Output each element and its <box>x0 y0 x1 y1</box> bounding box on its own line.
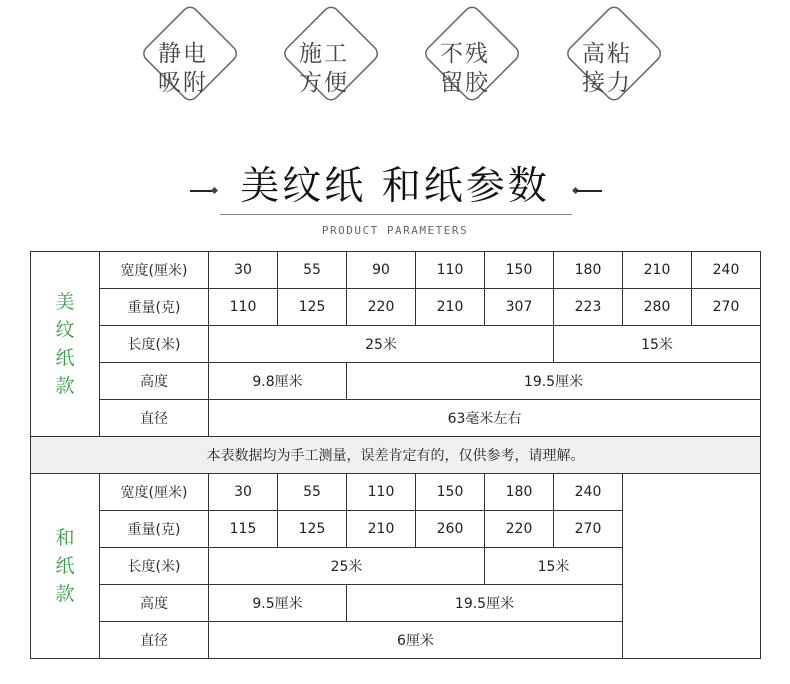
row-label-width: 宽度(厘米) <box>100 474 209 511</box>
title-underline <box>220 214 572 215</box>
cell-weight: 280 <box>623 289 692 326</box>
cell-width: 150 <box>416 474 485 511</box>
section-label-washi-paper: 和 纸 款 <box>31 474 100 659</box>
cell-weight: 110 <box>209 289 278 326</box>
cell-height: 19.5厘米 <box>347 363 761 400</box>
cell-weight: 210 <box>347 511 416 548</box>
badge-easy-install <box>262 0 386 124</box>
badge-text: 静电 吸附 <box>158 41 208 96</box>
row-label-weight: 重量(克) <box>100 289 209 326</box>
cell-length: 15米 <box>554 326 761 363</box>
cell-weight: 307 <box>485 289 554 326</box>
badge-no-residue <box>403 0 527 124</box>
cell-width: 30 <box>209 252 278 289</box>
cell-width: 110 <box>416 252 485 289</box>
cell-weight: 260 <box>416 511 485 548</box>
row-label-diameter: 直径 <box>100 622 209 659</box>
row-label-length: 长度(米) <box>100 548 209 585</box>
cell-weight: 115 <box>209 511 278 548</box>
cell-weight: 125 <box>278 289 347 326</box>
row-label-height: 高度 <box>100 363 209 400</box>
page-title: 美纹纸 和纸参数 <box>240 164 550 209</box>
measurement-note: 本表数据均为手工测量，误差肯定有的，仅供参考，请理解。 <box>31 437 761 474</box>
cell-diameter: 63毫米左右 <box>209 400 761 437</box>
cell-height: 9.8厘米 <box>209 363 347 400</box>
row-label-diameter: 直径 <box>100 400 209 437</box>
cell-width: 240 <box>692 252 761 289</box>
badge-static-adhesion <box>121 0 245 124</box>
cell-width: 30 <box>209 474 278 511</box>
cell-weight: 270 <box>554 511 623 548</box>
cell-width: 110 <box>347 474 416 511</box>
row-label-weight: 重量(克) <box>100 511 209 548</box>
cell-width: 55 <box>278 252 347 289</box>
table-right-border <box>760 474 761 659</box>
badge-high-tack <box>545 0 669 124</box>
cell-weight: 125 <box>278 511 347 548</box>
parameter-table <box>30 251 761 659</box>
cell-width: 180 <box>554 252 623 289</box>
cell-weight: 223 <box>554 289 623 326</box>
row-label-height: 高度 <box>100 585 209 622</box>
cell-weight: 270 <box>692 289 761 326</box>
badge-text: 高粘 接力 <box>582 41 632 96</box>
cell-length: 25米 <box>209 548 485 585</box>
cell-width: 90 <box>347 252 416 289</box>
cell-width: 180 <box>485 474 554 511</box>
row-label-width: 宽度(厘米) <box>100 252 209 289</box>
table-bottom-border <box>623 658 761 659</box>
cell-width: 240 <box>554 474 623 511</box>
cell-weight: 210 <box>416 289 485 326</box>
cell-width: 55 <box>278 474 347 511</box>
cell-length: 15米 <box>485 548 623 585</box>
title-right-rule <box>576 190 602 192</box>
cell-height: 19.5厘米 <box>347 585 623 622</box>
cell-width: 210 <box>623 252 692 289</box>
row-label-length: 长度(米) <box>100 326 209 363</box>
cell-height: 9.5厘米 <box>209 585 347 622</box>
badge-text: 不残 留胶 <box>440 41 490 96</box>
cell-weight: 220 <box>347 289 416 326</box>
cell-width: 150 <box>485 252 554 289</box>
cell-length: 25米 <box>209 326 554 363</box>
page-subtitle: PRODUCT PARAMETERS <box>321 224 469 237</box>
cell-diameter: 6厘米 <box>209 622 623 659</box>
section-label-masking-paper: 美 纹 纸 款 <box>31 252 100 437</box>
badge-text: 施工 方便 <box>299 41 349 96</box>
cell-weight: 220 <box>485 511 554 548</box>
